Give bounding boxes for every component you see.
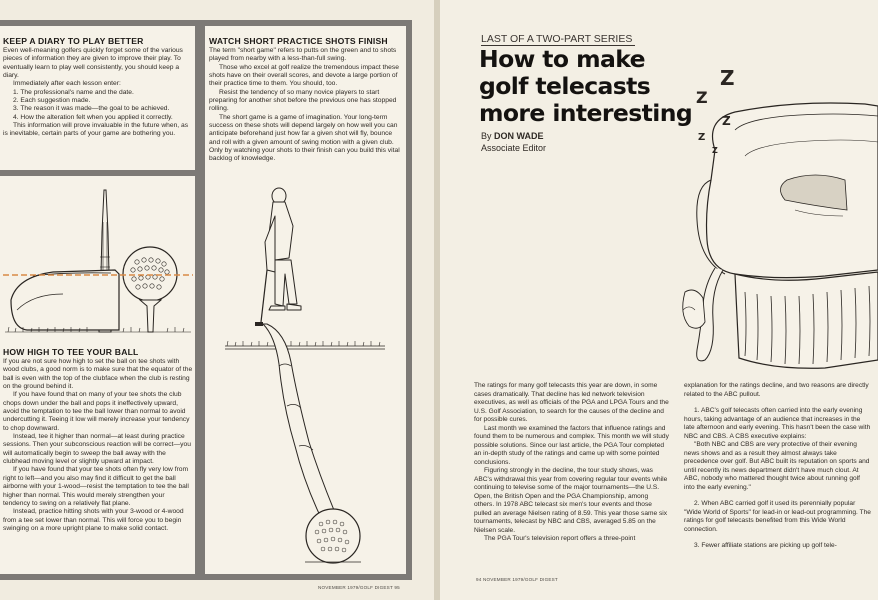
sleep-z-icon: Z [696, 88, 708, 107]
sleeping-armchair-illustration-icon [675, 60, 878, 380]
article-paragraph: 2. When ABC carried golf it used its perennially popular "Wide World of Sports" for lead-in or lead-out programming. The ratings for golf telecasts benefited from this Wide World connection. [684, 500, 871, 533]
tee-box [0, 176, 195, 574]
tee-paragraph: Instead, practice hitting shots with your 3-wood or 4-wood from a tee set lower than normal. This will force you to begin swinging on a more upright plane to make solid contact. [3, 508, 184, 532]
left-folio: NOVEMBER 1979/GOLF DIGEST 95 [318, 585, 400, 590]
article-paragraph: explanation for the ratings decline, and two reasons are directly related to the ABC pullout. [684, 382, 869, 398]
series-label: LAST OF A TWO-PART SERIES [481, 33, 633, 45]
sleep-z-icon: Z [698, 132, 706, 143]
sleep-z-icon: Z [722, 114, 731, 128]
tee-paragraph: If you have found that your tee shots often fly very low from right to left—and you also may find it difficult to get the ball airborne with your 1-wood—resist the temptation to tee the ball higher than normal. This would merely strengthen your tendency to swing on a relatively flat plane. [3, 466, 189, 507]
article-column-1 [474, 382, 670, 544]
headline-line: golf telecasts [479, 72, 651, 100]
short-shot-illustration-icon [205, 186, 406, 574]
headline [479, 46, 699, 127]
short-shots-paragraph: The short game is a game of imagination. Your long-term success on these shots will depend largely on how well you can anticipate beforehand just how far a given shot will fly, bounce and roll with a given amount of swing motion with a given club. Only by watching your shots to their finish can you build this vital backlog of knowledge. [209, 113, 400, 163]
tee-height-illustration-icon [3, 182, 193, 340]
article-paragraph: 3. Fewer affiliate stations are picking up golf tele- [694, 542, 837, 549]
diary-intro: Even well-meaning golfers quickly forget some of the various pieces of information they are given to improve their play. To eventually learn to play well consistently, you should keep a diary. [3, 47, 183, 80]
diary-item: 1. The professional's name and the date. [13, 88, 134, 96]
diary-list-lead: Immediately after each lesson enter: [13, 80, 121, 88]
left-page [0, 0, 434, 600]
headline-line: more interesting [479, 99, 693, 127]
article-paragraph: The PGA Tour's television report offers a three-point [484, 535, 636, 542]
tee-paragraph: Instead, tee it higher than normal—at least during practice sessions. Then your subconscious reaction will be correct—you will automatically begin to sweep the ball away with the clubhead moving level or slightly upward at impact. [3, 433, 191, 466]
author-name: DON WADE [494, 131, 544, 141]
diary-heading: KEEP A DIARY TO PLAY BETTER [3, 36, 144, 46]
diary-item: 3. The reason it was made—the goal to be achieved. [13, 105, 170, 113]
byline-prefix: By [481, 131, 495, 141]
diary-item: 2. Each suggestion made. [13, 97, 91, 105]
sleep-z-icon: Z [712, 146, 718, 155]
tee-paragraph: If you have found that on many of your tee shots the club chops down under the ball and pops it ineffectively upward, avoid the temptation to tee the ball lower than normal to avoid undercutting it. Teeing it low will merely increase your tendency to chop downward. [3, 391, 190, 432]
sleep-z-icon: Z [720, 66, 735, 90]
article-paragraph: Figuring strongly in the decline, the tour study shows, was ABC's withdrawal this year from covering regular tour events while continuing to televise some of the major tournaments—the U.S. Open, the British Open and the PGA Championship, among others. In 1978 ABC telecast six men's tour events and those pulled an average Nielsen rating of 8.59. This year those same six tournaments, telecast by NBC and CBS, averaged 5.85 on the Nielsen scale. [474, 467, 668, 534]
article-paragraph: The ratings for many golf telecasts this year are down, in some cases dramatically. That decline has led network television executives, as well as officials of the PGA and LPGA Tours and the U.S. Golf Association, to search for the causes of the decline and for possible cures. [474, 382, 669, 423]
article-column-2 [684, 382, 872, 551]
right-folio: 94 NOVEMBER 1979/GOLF DIGEST [476, 577, 558, 582]
headline-line: How to make [479, 45, 645, 73]
tee-heading: HOW HIGH TO TEE YOUR BALL [3, 347, 139, 357]
article-paragraph: 1. ABC's golf telecasts often carried into the early evening hours, taking advantage of an audience that increases in the late afternoon and early evening. This hasn't been the case with NBC and CBS. A CBS executive explains: [684, 407, 871, 440]
short-shots-paragraph: Resist the tendency of so many novice players to start preparing for another shot before the previous one has stopped rolling. [209, 88, 397, 113]
short-shots-heading: WATCH SHORT PRACTICE SHOTS FINISH [209, 36, 388, 46]
article-paragraph: Last month we examined the factors that influence ratings and found them to be numerous and complex. This month we will study possible solutions. Since our last article, the PGA Tour completed an in-depth study of the ratings and came up with some pointed conclusions. [474, 424, 669, 466]
diary-box [0, 26, 195, 170]
byline [481, 131, 544, 141]
short-shots-paragraph: The term "short game" refers to putts on the green and to shots played from nearby with a less-than-full swing. [209, 47, 397, 63]
short-shots-paragraph: Those who excel at golf realize the tremendous impact these shots have on their overall scores, and devote a large portion of their practice time to them. You should, too. [209, 63, 399, 88]
diary-closing: This information will prove invaluable in the future when, as is inevitable, certain parts of your game are bothering you. [3, 122, 189, 138]
article-paragraph: "Both NBC and CBS are very protective of their evening news shows and as a result they almost always take precedence over golf. But ABC built its reputation on sports and until recently its news department didn't have much clout. At ABC, nobody who mattered thought twice about running golf into the early evening." [684, 441, 870, 491]
diary-item: 4. How the alteration felt when you applied it correctly. [13, 113, 173, 121]
tee-paragraph: If you are not sure how high to set the ball on tee shots with wood clubs, a good norm is to make sure that the equator of the ball is even with the top of the clubface when the club is resting on the ground behind it. [3, 358, 193, 391]
author-title: Associate Editor [481, 143, 547, 153]
short-shots-box [205, 26, 406, 574]
